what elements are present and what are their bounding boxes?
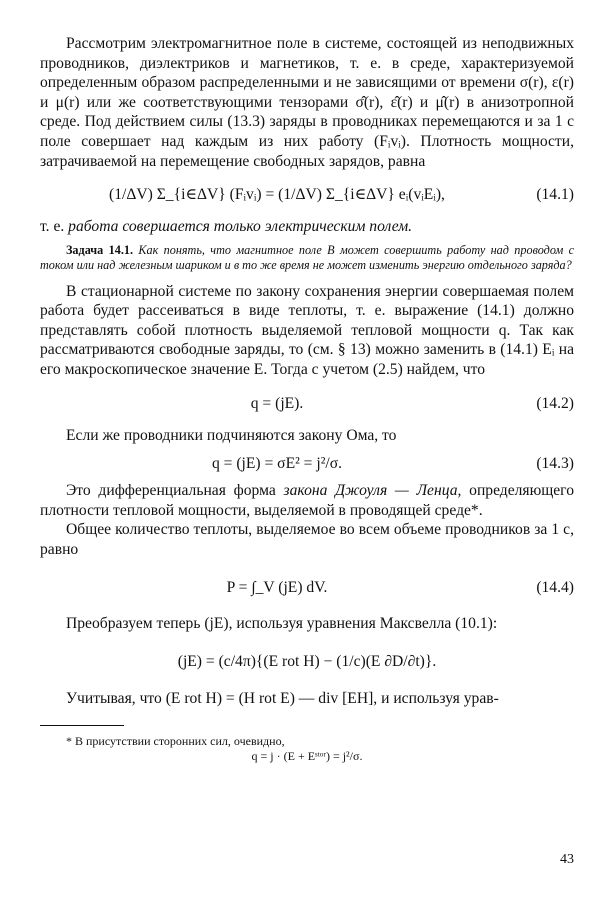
task-14-1 (40, 243, 574, 274)
equation-maxwell-transform (40, 637, 574, 687)
page-number: 43 (560, 852, 574, 867)
paragraph-5-start: Это дифференциальная форма (66, 482, 276, 500)
equation-maxwell-expression: (jE) = (c/4π){(E rot H) − (1/c)(E ∂D/∂t)}. (177, 653, 437, 671)
footnote-equation: q = j · (E + Eˢᵗᵒʳ) = j²/σ. (251, 748, 363, 763)
paragraph-5-end: определяющего плотности тепловой мощности, выделяемой в проводящей среде*. (40, 482, 574, 519)
equation-14-2 (40, 384, 574, 424)
equation-14-1-expression: (1/ΔV) Σ_{i∈ΔV} (Fᵢvᵢ) = (1/ΔV) Σ_{i∈ΔV} eᵢ(vᵢEᵢ), (109, 186, 445, 204)
task-label: Задача 14.1. (66, 242, 134, 257)
equation-14-4 (40, 564, 574, 612)
footnote-text: * В присутствии сторонних сил, очевидно, (66, 733, 285, 748)
paragraph-2-italic: работа совершается только электрическим полем. (68, 218, 413, 236)
equation-14-1 (40, 175, 574, 215)
paragraph-2 (40, 217, 574, 237)
equation-14-4-number: (14.4) (536, 578, 574, 596)
equation-14-4-expression: P = ∫_V (jE) dV. (226, 578, 328, 596)
paragraph-3: В стационарной системе по закону сохранения энергии совершаемая полем работа будет рассеиваться в виде теплоты, т. е. выражение (14.1) должно представлять собой плотность выделяемой тепловой мощности q. Так как рассматриваются свободные заряды, то (см. § 13) можно заменить в (14.1) Eᵢ на его макроскопическое значение E. Тогда с учетом (2.5) найдем, что (40, 282, 574, 378)
paragraph-2-prefix: т. е. (40, 218, 65, 236)
paragraph-7: Преобразуем теперь (jE), используя уравнения Максвелла (10.1): (66, 614, 498, 632)
task-text: Как понять, что магнитное поле B может совершить работу над проводом с током или над железным шариком и в то же время не может изменить энергию отдельного заряда? (40, 242, 575, 273)
page-body (40, 34, 574, 764)
paragraph-1: Рассмотрим электромагнитное поле в системе, состоящей из неподвижных проводников, диэлектриков и магнетиков, т. е. в среде, характеризуемой определенным образом распределенными и не зависящими от времени σ(r), ε(r) и μ(r) или же соответствующими тензорами σ̂(r), ε̂(r) и μ̂(r) в анизотропной среде. Под действием силы (13.3) заряды в проводниках перемещаются и за 1 с поле совершает над каждым из них работу (Fᵢvᵢ). Плотность мощности, затрачиваемой на перемещение свободных зарядов, равна (40, 35, 574, 170)
equation-14-3-expression: q = (jE) = σE² = j²/σ. (211, 455, 343, 473)
paragraph-8: Учитывая, что (E rot H) = (H rot E) — div [EH], и используя урав- (66, 690, 499, 708)
paragraph-5-italic: закона Джоуля — Ленца, (283, 482, 462, 500)
equation-14-2-number: (14.2) (536, 394, 574, 412)
equation-14-3-number: (14.3) (536, 455, 574, 473)
paragraph-4: Если же проводники подчиняются закону Ома, то (66, 426, 397, 444)
equation-14-2-expression: q = (jE). (250, 394, 304, 412)
paragraph-6: Общее количество теплоты, выделяемое во всем объеме проводников за 1 с, равно (40, 521, 574, 558)
paragraph-5 (40, 481, 574, 520)
footnote-rule (40, 725, 124, 726)
equation-14-3 (40, 449, 574, 479)
equation-14-1-number: (14.1) (536, 186, 574, 204)
